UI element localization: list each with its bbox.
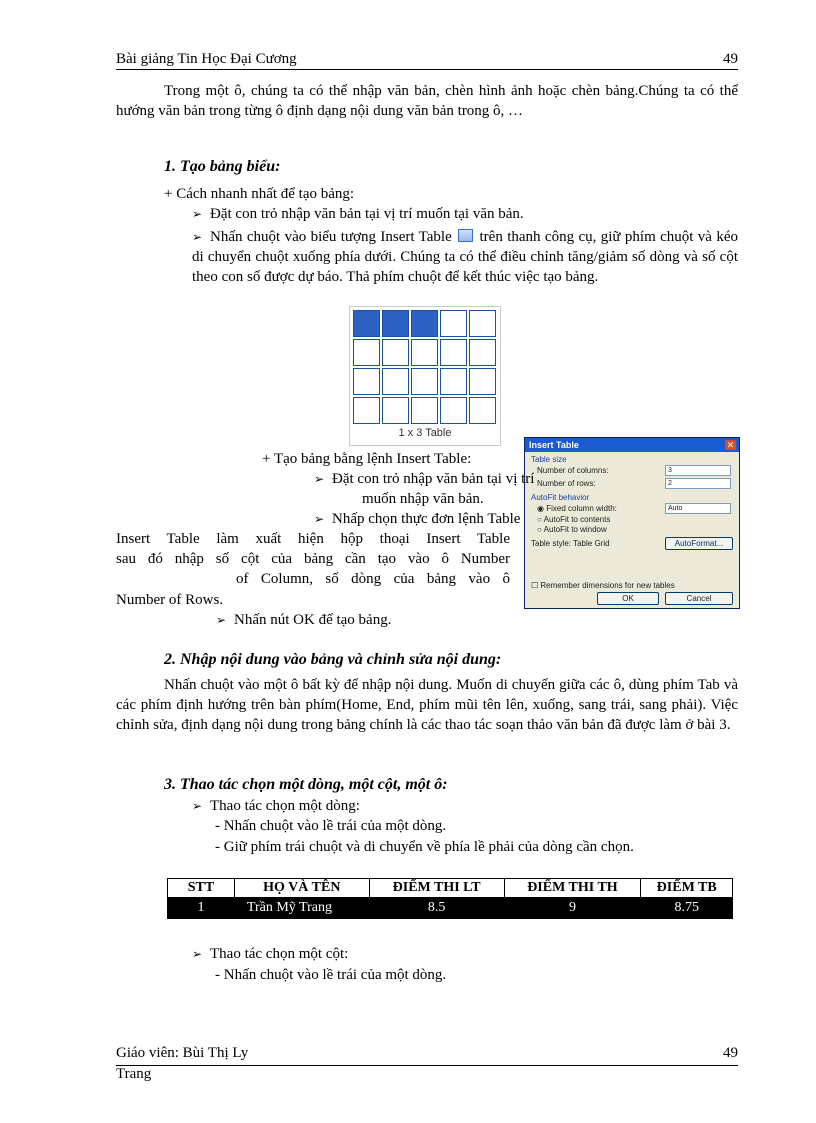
para-line-a: Insert Table làm xuất hiện hộp thoại Insert Table (116, 531, 510, 547)
close-icon[interactable]: ✕ (726, 440, 735, 450)
num-rows-label: Number of rows: (537, 479, 596, 488)
fixed-width-label: Fixed column width: (546, 504, 617, 513)
autofit-contents-radio[interactable]: ○ AutoFit to contents (537, 515, 611, 524)
bullet-5-text: Nhấn nút OK để tạo bảng. (234, 612, 392, 628)
table-cell: 8.5 (369, 898, 504, 919)
table-header-cell: HỌ VÀ TÊN (234, 879, 369, 898)
grid-cell (382, 368, 409, 395)
table-size-section: Table size (531, 455, 567, 464)
ok-button[interactable]: OK (597, 592, 659, 605)
row-step-2: - Giữ phím trái chuột và di chuyển về phía lề phải của dòng cần chọn. (215, 839, 634, 855)
autofit-window-label: AutoFit to window (543, 525, 607, 534)
grid-cell (382, 397, 409, 424)
fixed-width-radio[interactable]: ◉ Fixed column width: (537, 504, 617, 513)
table-header-cell: ĐIỂM THI LT (369, 879, 504, 898)
row-select-text: Thao tác chọn một dòng: (210, 798, 360, 814)
grid-cell (353, 368, 380, 395)
section2-heading: 2. Nhập nội dung vào bảng và chỉnh sửa nội dung: (164, 651, 502, 668)
remember-checkbox[interactable]: ☐ Remember dimensions for new tables (531, 581, 675, 590)
para-line-d: Number of Rows. (116, 592, 224, 608)
bullet-3-text-a: Đặt con trỏ nhập văn bản tại vị trí (332, 471, 535, 487)
footer-page-number: 49 (723, 1045, 738, 1061)
grid-cell (440, 368, 467, 395)
insert-table-icon (458, 229, 473, 242)
grid-cell (353, 339, 380, 366)
grid-cell-selected (353, 310, 380, 337)
table-row-selected[interactable] (168, 898, 733, 919)
intro-paragraph: Trong một ô, chúng ta có thể nhập văn bản, chèn hình ảnh hoặc chèn bảng.Chúng ta có thể hướng văn bản trong từng ô định dạng nội dung văn bản trong ô, … (116, 83, 738, 119)
row-select-bullet (192, 798, 360, 815)
insert-table-dialog (524, 437, 740, 609)
section1-heading: 1. Tạo bảng biểu: (164, 158, 281, 175)
table-header-row (168, 879, 733, 898)
bullet-3a (314, 471, 534, 488)
autofit-contents-label: AutoFit to contents (543, 515, 611, 524)
col-select-text: Thao tác chọn một cột: (210, 946, 349, 962)
grid-cell (469, 339, 496, 366)
arrow-icon: ➢ (192, 799, 203, 813)
insert-table-grid-preview (349, 306, 501, 446)
num-columns-input[interactable]: 3 (665, 465, 731, 476)
sample-score-table (167, 878, 733, 919)
arrow-icon: ➢ (314, 472, 325, 486)
grid-cell-selected (411, 310, 438, 337)
num-rows-input[interactable]: 2 (665, 478, 731, 489)
dialog-title: Insert Table (525, 438, 739, 452)
grid-cell (469, 397, 496, 424)
bullet-4 (314, 511, 520, 528)
grid-cell (469, 310, 496, 337)
table-header-cell: ĐIỂM THI TH (504, 879, 641, 898)
section3-heading: 3. Thao tác chọn một dòng, một cột, một ô: (164, 776, 448, 793)
cancel-button[interactable]: Cancel (665, 592, 733, 605)
para-line-c: of Column, số dòng của bảng vào ô (236, 571, 510, 587)
table-cell: 8.75 (641, 898, 733, 919)
grid-cell (411, 368, 438, 395)
table-cell: Trần Mỹ Trang (234, 898, 369, 919)
quick-create-label: + Cách nhanh nhất để tạo bảng: (164, 186, 355, 202)
row-step-1: - Nhấn chuột vào lề trái của một dòng. (215, 818, 447, 834)
table-style-label: Table style: Table Grid (531, 539, 610, 548)
grid-cell (411, 397, 438, 424)
grid-cell (440, 339, 467, 366)
num-columns-label: Number of columns: (537, 466, 609, 475)
autofit-section: AutoFit behavior (531, 493, 590, 502)
grid-cell (353, 397, 380, 424)
grid-cell (469, 368, 496, 395)
para-line-b: sau đó nhập số cột của bảng cần tạo vào ô Number (116, 551, 510, 567)
section2-body: Nhấn chuột vào một ô bất kỳ để nhập nội dung. Muốn di chuyển giữa các ô, dùng phím Tab và các phím định hướng trên bàn phím(Home, End, phím mũi tên lên, xuống, sang trái, sang phải). Việc chỉnh sửa, định dạng nội dung trong bảng chính là các thao tác soạn thảo văn bản đã được làm ở bài 3. (116, 677, 738, 733)
footer-trang: Trang (116, 1066, 152, 1082)
col-select-bullet (192, 946, 348, 963)
grid-cell (440, 310, 467, 337)
header-title: Bài giảng Tin Học Đại Cương (116, 51, 297, 67)
bullet-1-text: Đặt con trỏ nhập văn bản tại vị trí muốn tại văn bản. (210, 206, 524, 222)
arrow-icon: ➢ (192, 230, 203, 244)
bullet-1 (192, 206, 524, 223)
table-header-cell: STT (168, 879, 235, 898)
arrow-icon: ➢ (216, 613, 227, 627)
remember-label: Remember dimensions for new tables (540, 581, 675, 590)
grid-size-label: 1 x 3 Table (398, 427, 452, 439)
arrow-icon: ➢ (314, 512, 325, 526)
grid-cell (411, 339, 438, 366)
arrow-icon: ➢ (192, 947, 203, 961)
bullet-4-text: Nhấp chọn thực đơn lệnh Table (332, 511, 521, 527)
table-cell: 9 (504, 898, 641, 919)
bullet-2-text-a: Nhấn chuột vào biểu tượng Insert Table (210, 229, 452, 245)
autofit-window-radio[interactable]: ○ AutoFit to window (537, 525, 607, 534)
grid-cell (382, 339, 409, 366)
table-header-cell: ĐIỂM TB (641, 879, 733, 898)
autoformat-button[interactable]: AutoFormat... (665, 537, 733, 550)
page-footer (116, 1045, 738, 1066)
grid-cell-selected (382, 310, 409, 337)
bullet-2 (192, 227, 738, 287)
col-step-1: - Nhấn chuột vào lề trái của một dòng. (215, 967, 447, 983)
grid-cell (440, 397, 467, 424)
bullet-3-text-b: muốn nhập văn bản. (362, 491, 484, 507)
arrow-icon: ➢ (192, 207, 203, 221)
fixed-width-select[interactable]: Auto (665, 503, 731, 514)
table-cell: 1 (168, 898, 235, 919)
header-page-number: 49 (723, 51, 738, 67)
page-header (116, 51, 738, 70)
command-create-label: + Tạo bảng bằng lệnh Insert Table: (262, 451, 472, 467)
bullet-2-text-b: trên thanh công cụ, giữ phím chuột và kéo di chuyển chuột xuống phía dưới. Chúng ta có thể điều chỉnh tăng/giảm số dòng và số cột theo con số được dự báo. Thả phím chuột để kết thúc việc tạo bảng. (192, 229, 738, 285)
footer-teacher: Giáo viên: Bùi Thị Ly (116, 1045, 249, 1061)
bullet-5 (216, 612, 391, 629)
